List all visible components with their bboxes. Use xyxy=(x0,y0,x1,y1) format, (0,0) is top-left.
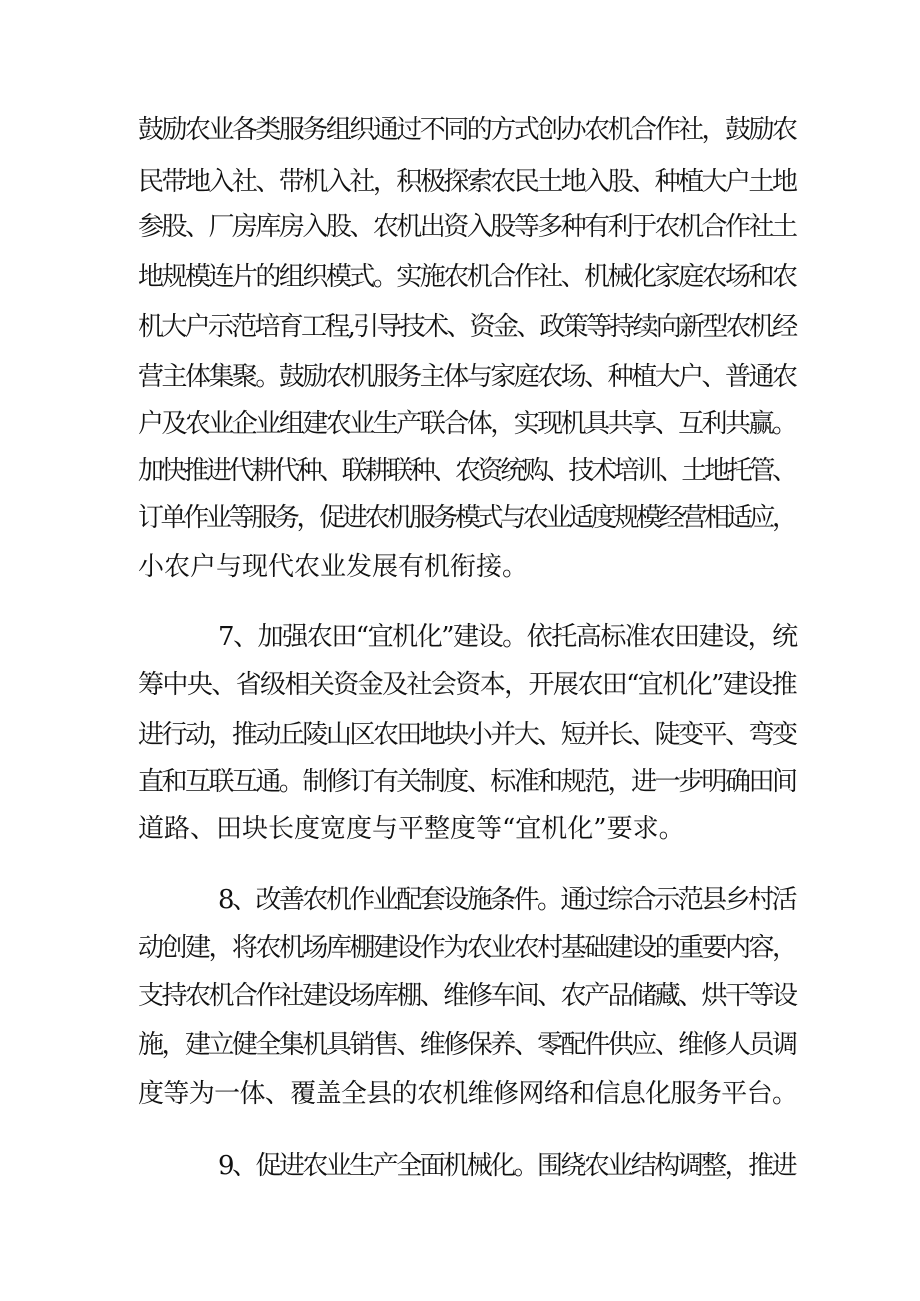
paragraph-1-line-5: 机大户示范培育工程,引导技术、资金、政策等持续向新型农机经 xyxy=(138,312,796,342)
paragraph-3-line-3: 支持农机合作社建设场库棚、维修车间、农产品储藏、烘干等设 xyxy=(138,981,796,1011)
paragraph-3-line-5: 度等为一体、覆盖全县的农机维修网络和信息化服务平台。 xyxy=(138,1079,798,1109)
paragraph-1-line-9: 订单作业等服务，促进农机服务模式与农业适度规模经营相适应， xyxy=(138,503,795,533)
paragraph-2-line-5: 道路、田块长度宽度与平整度等“宜机化”要求。 xyxy=(138,814,685,844)
paragraph-3-line-4: 施，建立健全集机具销售、维修保养、零配件供应、维修人员调 xyxy=(138,1030,796,1060)
paragraph-2-line-2: 筹中央、省级相关资金及社会资本，开展农田“宜机化”建设推 xyxy=(138,670,796,700)
paragraph-1-line-7: 户及农业企业组建农业生产联合体，实现机具共享、互利共赢。 xyxy=(138,409,796,439)
paragraph-1-line-1: 鼓励农业各类服务组织通过不同的方式创办农机合作社，鼓励农 xyxy=(138,115,796,145)
paragraph-3-line-1: 8、改善农机作业配套设施条件。通过综合示范县乡村活 xyxy=(218,885,796,915)
paragraph-1-line-3: 参股、厂房库房入股、农机出资入股等多种有利于农机合作社土 xyxy=(138,212,796,242)
paragraph-1-line-4: 地规模连片的组织模式。实施农机合作社、机械化家庭农场和农 xyxy=(138,262,796,292)
paragraph-2-line-1: 7、加强农田“宜机化”建设。依托高标准农田建设，统 xyxy=(218,622,797,652)
paragraph-2-line-3: 进行动，推动丘陵山区农田地块小并大、短并长、陡变平、弯变 xyxy=(138,720,796,750)
paragraph-1-line-2: 民带地入社、带机入社，积极探索农民土地入股、种植大户土地 xyxy=(138,167,796,197)
paragraph-4-line-1: 9、促进农业生产全面机械化。围绕农业结构调整，推进 xyxy=(218,1151,796,1181)
paragraph-1-line-8: 加快推进代耕代种、联耕联种、农资统购、技术培训、土地托管、 xyxy=(138,456,795,486)
paragraph-1-line-10: 小农户与现代农业发展有机衔接。 xyxy=(138,552,529,582)
paragraph-2-line-4: 直和互联互通。制修订有关制度、标准和规范，进一步明确田间 xyxy=(138,767,796,797)
paragraph-1-line-6: 营主体集聚。鼓励农机服务主体与家庭农场、种植大户、普通农 xyxy=(138,362,796,392)
paragraph-3-line-2: 动创建，将农机场库棚建设作为农业农村基础建设的重要内容， xyxy=(138,933,796,963)
